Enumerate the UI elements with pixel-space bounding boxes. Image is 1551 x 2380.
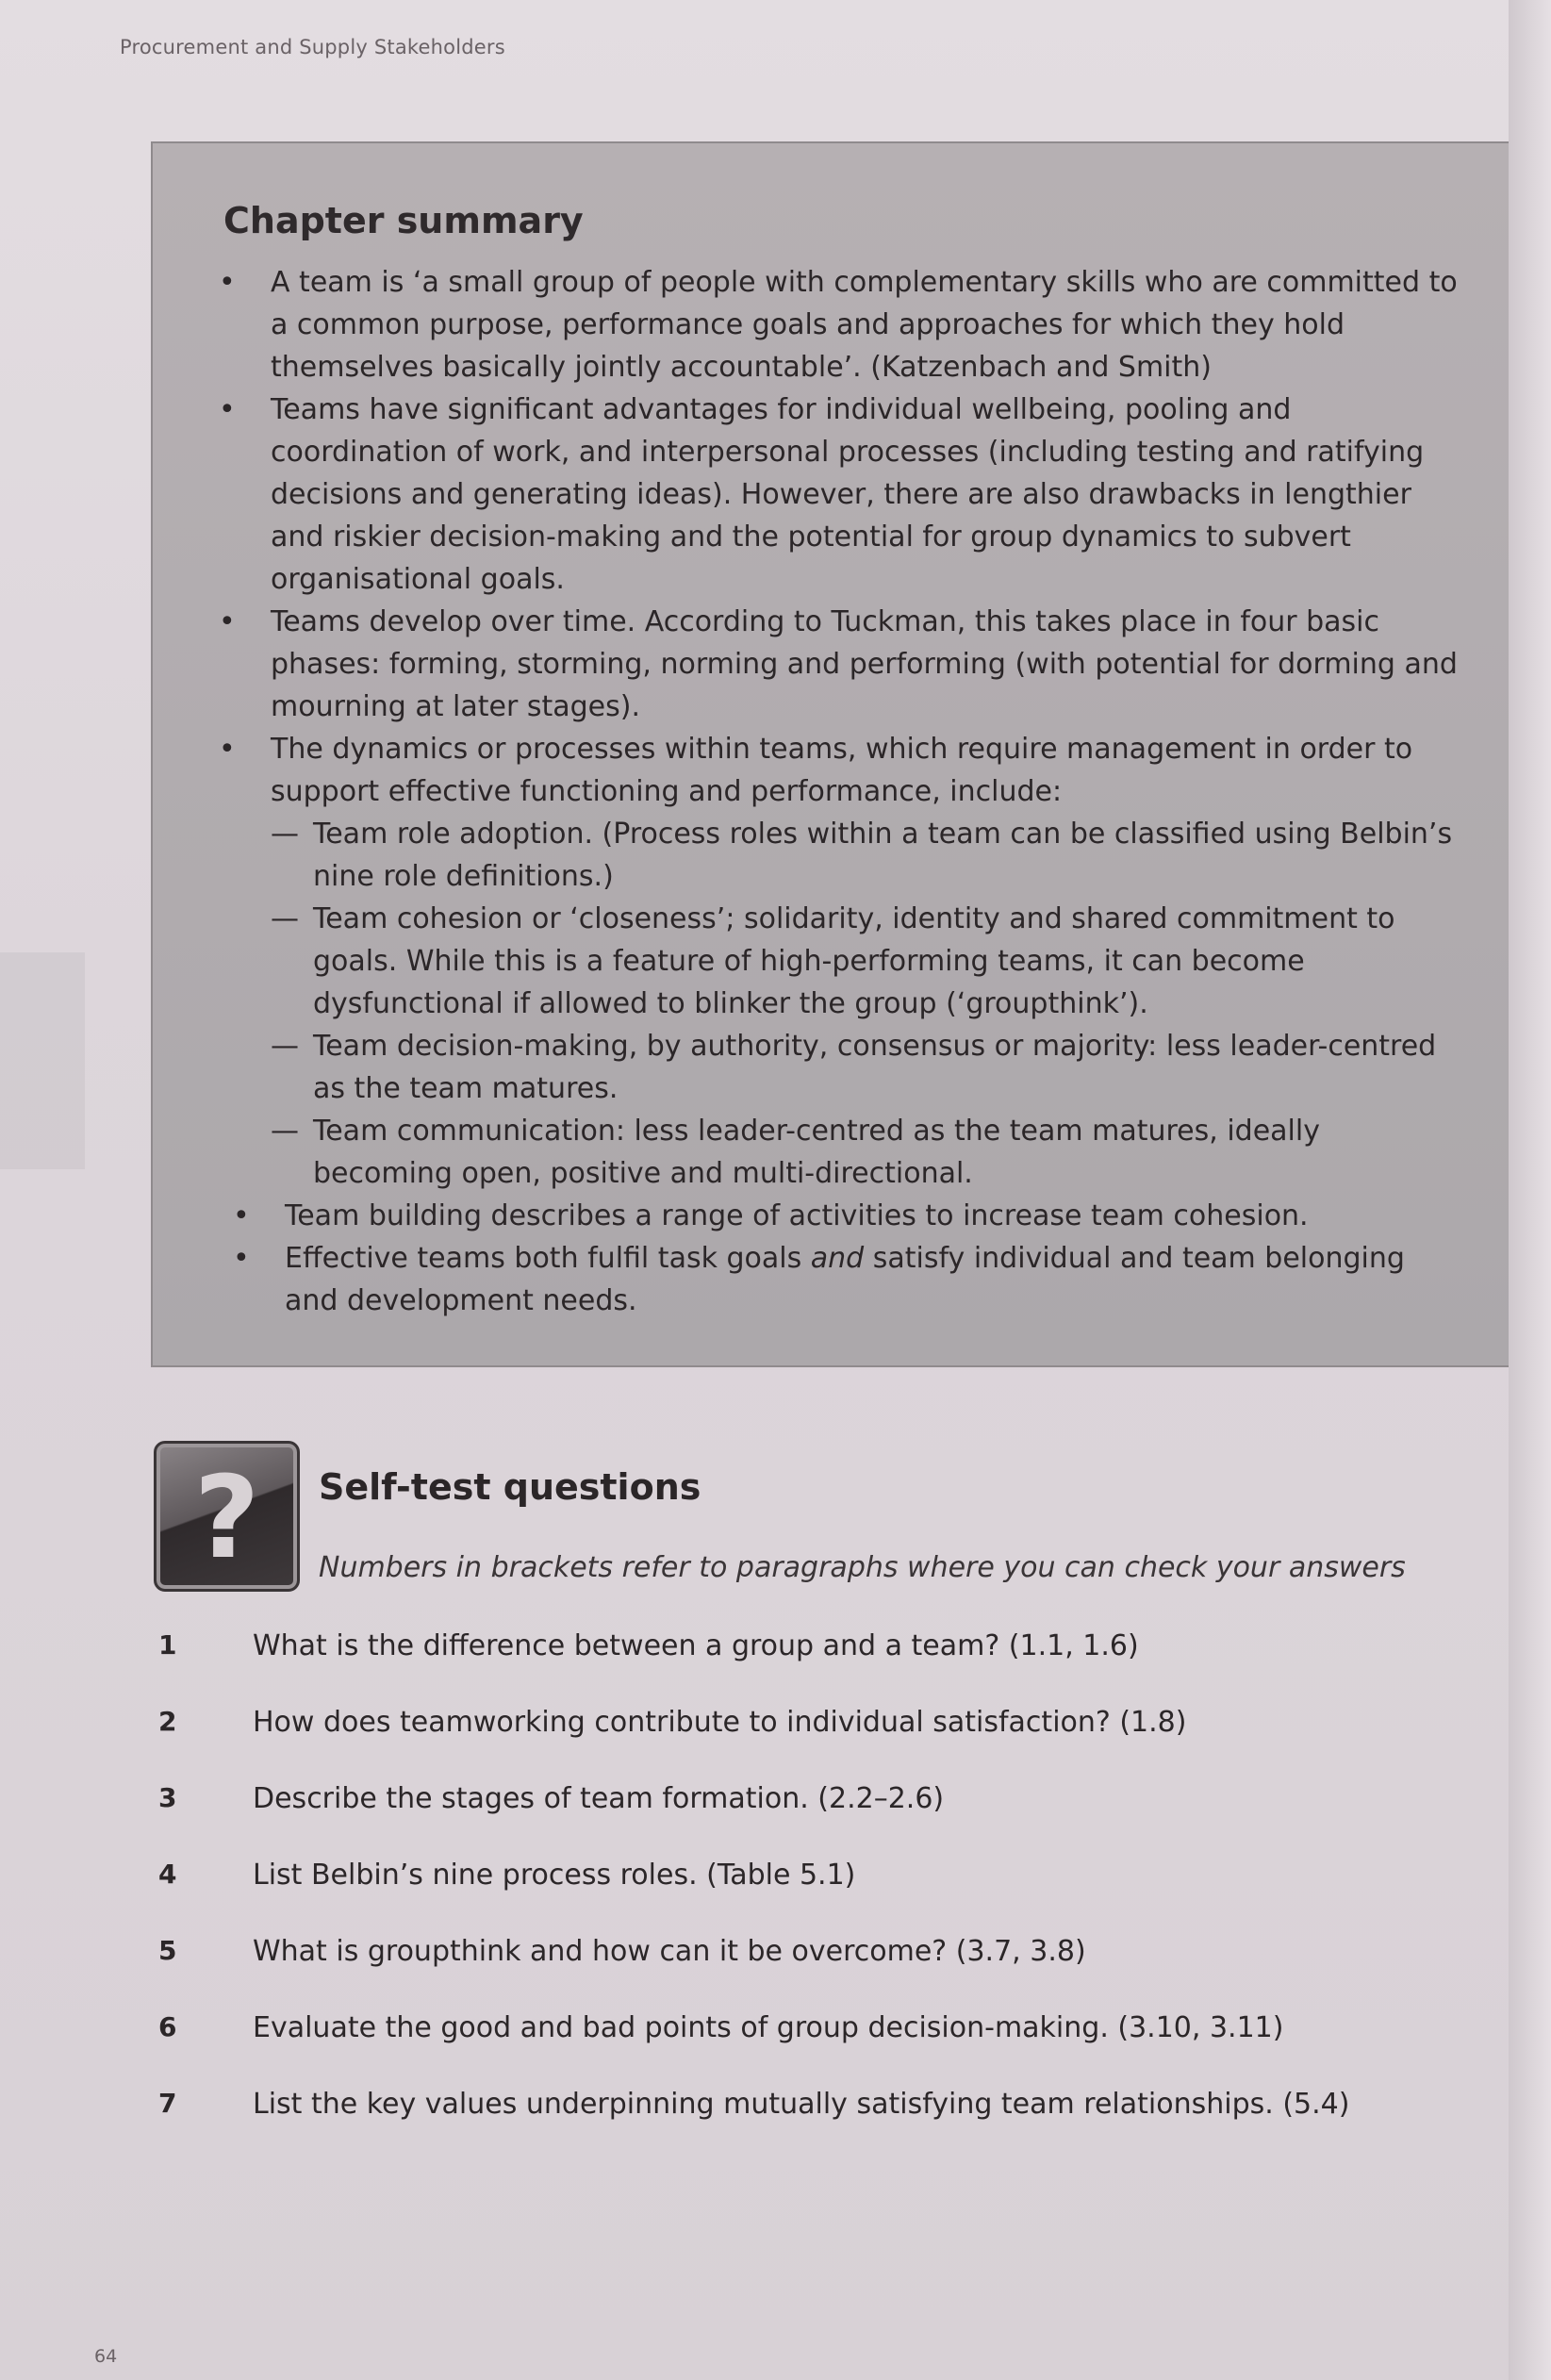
page-number: 64 [94, 2346, 118, 2367]
dash-icon: — [271, 902, 299, 935]
question-mark-icon [154, 1441, 300, 1592]
summary-sub-list [271, 813, 1463, 1195]
self-test-title: Self-test questions [319, 1466, 701, 1508]
page-edge [1509, 0, 1551, 2380]
summary-item: • Teams develop over time. According to Tuckman, this takes place in four basic phases: forming, storming, norming and performing (with potential for dorming and mourning at later stages). [219, 601, 1463, 728]
self-test-question [151, 1629, 1377, 1706]
question-text: List the key values underpinning mutually satisfying team relationships. (5.4) [253, 2088, 1350, 2121]
dash-icon: — [271, 818, 299, 851]
summary-sub-item [271, 813, 1463, 898]
question-number: 4 [158, 1859, 177, 1890]
self-test-question [151, 2011, 1377, 2088]
summary-item-emphasis: and [810, 1242, 865, 1275]
summary-sub-item-text: Team cohesion or ‘closeness’; solidarity, identity and shared commitment to goals. While this is a feature of high-performing teams, it can become dysfunctional if allowed to blinker the group (‘groupthink’). [313, 902, 1395, 1020]
self-test-question [151, 2088, 1377, 2164]
chapter-summary-body [219, 261, 1463, 1322]
self-test-subtitle: Numbers in brackets refer to paragraphs where you can check your answers [319, 1551, 1406, 1584]
summary-sub-item [271, 1025, 1463, 1110]
question-number: 3 [158, 1782, 177, 1813]
summary-sub-item-text: Team decision-making, by authority, consensus or majority: less leader-centred as the team matures. [313, 1030, 1437, 1105]
self-test-question [151, 1935, 1377, 2011]
summary-item: • Team building describes a range of activities to increase team cohesion. [233, 1195, 1463, 1237]
chapter-summary-box [151, 141, 1523, 1367]
question-number: 5 [158, 1935, 177, 1966]
page-shadow [0, 952, 85, 1169]
summary-item [233, 1237, 1463, 1322]
summary-item-dynamics [219, 728, 1463, 1195]
dash-icon: — [271, 1115, 299, 1148]
summary-sub-item-text: Team communication: less leader-centred as the team matures, ideally becoming open, positive and multi-directional. [313, 1115, 1320, 1190]
self-test-question [151, 1859, 1377, 1935]
question-number: 1 [158, 1629, 177, 1661]
question-number: 2 [158, 1706, 177, 1737]
question-text: Describe the stages of team formation. (2.2–2.6) [253, 1782, 945, 1815]
question-text: What is the difference between a group and a team? (1.1, 1.6) [253, 1629, 1139, 1662]
summary-item-text: The dynamics or processes within teams, which require management in order to support effective functioning and performance, include: [271, 733, 1413, 808]
summary-list [219, 261, 1463, 1322]
summary-item-text: satisfy individual and team belonging and development needs. [285, 1242, 1405, 1317]
summary-item: • A team is ‘a small group of people with complementary skills who are committed to a common purpose, performance goals and approaches for which they hold themselves basically jointly accountable’. (Katzenbach and Smith) [219, 261, 1463, 388]
chapter-summary-title: Chapter summary [223, 200, 584, 241]
self-test-question-list [151, 1629, 1377, 2164]
summary-item: • Teams have significant advantages for individual wellbeing, pooling and coordination of work, and interpersonal processes (including testing and ratifying decisions and generating ideas). However, there are also drawbacks in lengthier and riskier decision-making and the potential for group dynamics to subvert organisational goals. [219, 388, 1463, 601]
running-header: Procurement and Supply Stakeholders [120, 36, 505, 58]
question-text: List Belbin’s nine process roles. (Table 5.1) [253, 1859, 856, 1892]
question-text: How does teamworking contribute to individual satisfaction? (1.8) [253, 1706, 1187, 1739]
question-number: 7 [158, 2088, 177, 2119]
summary-sub-item-text: Team role adoption. (Process roles within a team can be classified using Belbin’s nine role definitions.) [313, 818, 1453, 893]
question-text: What is groupthink and how can it be overcome? (3.7, 3.8) [253, 1935, 1086, 1968]
question-text: Evaluate the good and bad points of group decision-making. (3.10, 3.11) [253, 2011, 1284, 2044]
summary-item-text: Effective teams both fulfil task goals [285, 1242, 811, 1275]
question-mark-glyph: ? [193, 1453, 260, 1584]
self-test-question [151, 1782, 1377, 1859]
summary-sub-item [271, 1110, 1463, 1195]
question-number: 6 [158, 2011, 177, 2042]
summary-sub-item [271, 898, 1463, 1025]
self-test-question [151, 1706, 1377, 1782]
dash-icon: — [271, 1030, 299, 1063]
